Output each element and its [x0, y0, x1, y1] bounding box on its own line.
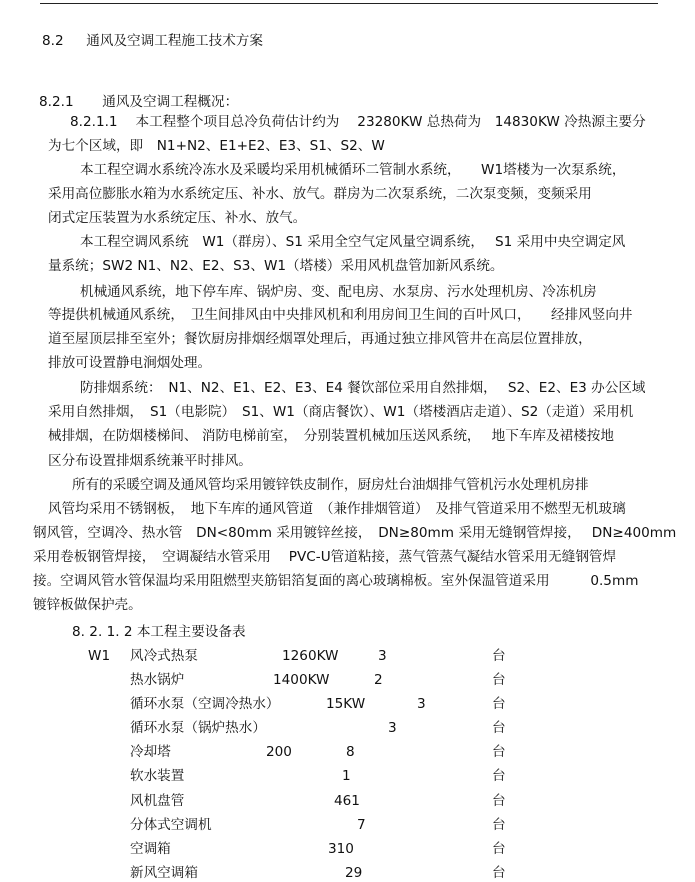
- equipment-unit: 台: [492, 865, 506, 881]
- equipment-qty: 2: [374, 672, 383, 688]
- subsection-heading: [39, 90, 238, 110]
- section-heading: [42, 29, 263, 49]
- paragraph-line: 量系统；SW2 N1、N2、E2、S3、W1（塔楼）采用风机盘管加新风系统。: [48, 258, 504, 274]
- paragraph-line: 区分布设置排烟系统兼平时排风。: [48, 453, 252, 469]
- equipment-qty: 3: [388, 720, 397, 736]
- equipment-unit: 台: [492, 817, 506, 833]
- paragraph-line: 所有的采暖空调及通风管均采用镀锌铁皮制作，厨房灶台油烟排气管机污水处理机房排: [72, 477, 589, 493]
- paragraph-line: 镀锌板做保护壳。: [33, 597, 142, 613]
- equipment-spec: 1260KW: [282, 648, 339, 664]
- equipment-qty: 3: [378, 648, 387, 664]
- paragraph-line: 排放可设置静电涧烟处理。: [48, 355, 212, 371]
- equipment-spec: 200: [266, 744, 292, 760]
- equipment-qty: 3: [417, 696, 426, 712]
- equipment-spec: 1400KW: [273, 672, 330, 688]
- equipment-name: 冷却塔: [130, 744, 171, 760]
- paragraph-line: 道至屋顶层排至室外；餐饮厨房排烟经烟罩处理后，再通过独立排风管井在高层位置排放，: [48, 331, 592, 347]
- paragraph-line: 钢风管，空调冷、热水管 DN<80mm 采用镀锌丝接， DN≥80mm 采用无缝钢管焊接， DN≥400mm: [33, 525, 677, 541]
- equipment-name: 软水装置: [130, 768, 185, 784]
- equipment-name: 空调箱: [130, 841, 171, 857]
- equipment-heading: 8. 2. 1. 2 本工程主要设备表: [72, 624, 246, 640]
- equipment-qty: 1: [342, 768, 351, 784]
- equipment-qty: 29: [345, 865, 363, 881]
- paragraph-line: 8.2.1.1 本工程整个项目总冷负荷估计约为 23280KW 总热荷为 14830KW 冷热源主要分: [70, 114, 646, 130]
- paragraph-line: 采用自然排烟， S1（电影院） S1、W1（商店餐饮）、W1（塔楼酒店走道）、S2（走道）采用机: [48, 404, 634, 420]
- paragraph-line: 本工程空调水系统冷冻水及采暖均采用机械循环二管制水系统， W1塔楼为一次泵系统，: [80, 162, 626, 178]
- equipment-name: 热水锅炉: [130, 672, 185, 688]
- equipment-qty: 8: [346, 744, 355, 760]
- paragraph-line: 风管均采用不锈钢板， 地下车库的通风管道 （兼作排烟管道） 及排气管道采用不燃型无机玻璃: [48, 501, 626, 517]
- equipment-unit: 台: [492, 768, 506, 784]
- paragraph-line: 等提供机械通风系统， 卫生间排风由中央排风机和利用房间卫生间的百叶风口， 经排风竖向井: [48, 307, 633, 323]
- paragraph-line: 械排烟，在防烟楼梯间、 消防电梯前室， 分别装置机械加压送风系统， 地下车库及裙楼按地: [48, 428, 614, 444]
- subsection-title: 通风及空调工程概况：: [102, 94, 239, 110]
- equipment-spec: 15KW: [326, 696, 366, 712]
- section-title: 通风及空调工程施工技术方案: [86, 33, 263, 49]
- equipment-name: 风机盘管: [130, 793, 185, 809]
- equipment-unit: 台: [492, 672, 506, 688]
- paragraph-line: 闭式定压装置为水系统定压、补水、放气。: [48, 210, 307, 226]
- equipment-qty: 461: [334, 793, 360, 809]
- equipment-unit: 台: [492, 696, 506, 712]
- equipment-unit: 台: [492, 841, 506, 857]
- paragraph-line: 防排烟系统： N1、N2、E1、E2、E3、E4 餐饮部位采用自然排烟， S2、E2、E3 办公区域: [80, 380, 646, 396]
- subsection-number: 8.2.1: [39, 94, 74, 110]
- paragraph-line: 本工程空调风系统 W1（群房）、S1 采用全空气定风量空调系统， S1 采用中央空调定风: [80, 234, 626, 250]
- equipment-qty: 7: [357, 817, 366, 833]
- paragraph-line: 接。空调风管水管保温均采用阻燃型夹筋铝箔复面的离心玻璃棉板。室外保温管道采用 0.5mm: [33, 573, 639, 589]
- equipment-unit: 台: [492, 720, 506, 736]
- section-number: 8.2: [42, 33, 64, 49]
- top-rule: [40, 3, 658, 4]
- equipment-unit: 台: [492, 744, 506, 760]
- equipment-name: 风冷式热泵: [130, 648, 198, 664]
- paragraph-line: 采用高位膨胀水箱为水系统定压、补水、放气。群房为二次泵系统，二次泵变频，变频采用: [48, 186, 592, 202]
- equipment-qty: 310: [328, 841, 354, 857]
- equipment-name: 循环水泵（锅炉热水）: [130, 720, 266, 736]
- equipment-name: 新风空调箱: [130, 865, 198, 881]
- paragraph-line: 机械通风系统，地下停车库、锅炉房、变、配电房、水泵房、污水处理机房、冷冻机房: [80, 284, 597, 300]
- equipment-unit: 台: [492, 648, 506, 664]
- equipment-group-label: W1: [88, 648, 111, 664]
- paragraph-line: 采用卷板钢管焊接， 空调凝结水管采用 PVC-U管道粘接，蒸气管蒸气凝结水管采用无缝钢管焊: [33, 549, 617, 565]
- paragraph-line: 为七个区域，即 N1+N2、E1+E2、E3、S1、S2、W: [48, 138, 385, 154]
- equipment-name: 循环水泵（空调冷热水）: [130, 696, 280, 712]
- equipment-name: 分体式空调机: [130, 817, 212, 833]
- equipment-unit: 台: [492, 793, 506, 809]
